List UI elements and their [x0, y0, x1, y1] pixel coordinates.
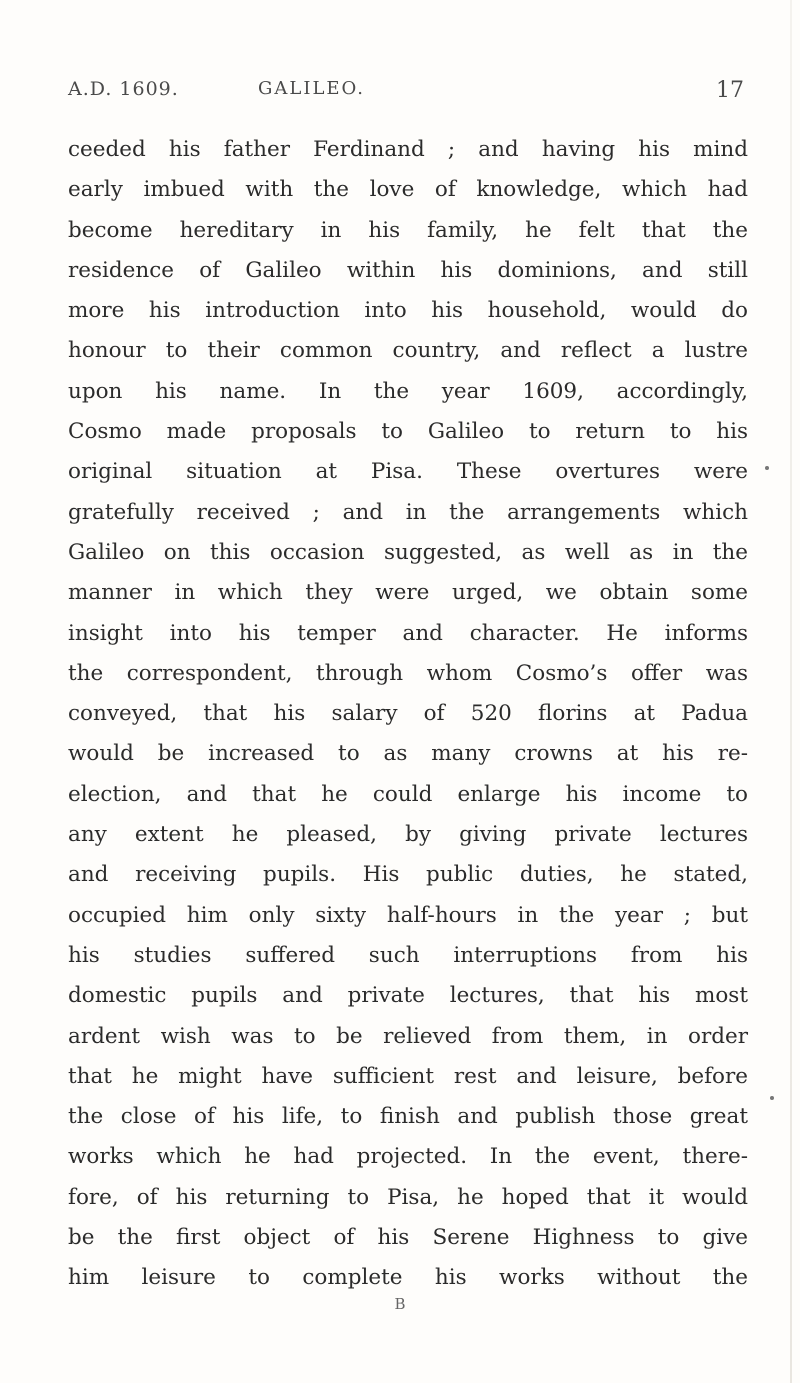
text-line: Galileo on this occasion suggested, as well as in the — [68, 539, 748, 565]
text-line: the correspondent, through whom Cosmo’s offer was — [68, 660, 748, 686]
margin-speck — [770, 1096, 774, 1100]
text-line: his studies suffered such interruptions from his — [68, 942, 748, 968]
text-line: ardent wish was to be relieved from them, in order — [68, 1023, 748, 1049]
text-line: any extent he pleased, by giving private lectures — [68, 822, 748, 848]
text-line: more his introduction into his household, would do — [68, 298, 748, 324]
text-line: gratefully received ; and in the arrangements which — [68, 499, 748, 525]
running-head — [68, 78, 744, 108]
running-head-title: GALILEO. — [258, 78, 365, 99]
text-line: early imbued with the love of knowledge, which had — [68, 177, 748, 203]
text-line: fore, of his returning to Pisa, he hoped that it would — [68, 1184, 748, 1210]
text-line: original situation at Pisa. These overtures were — [68, 459, 748, 485]
text-line: Cosmo made proposals to Galileo to return to his — [68, 419, 748, 445]
text-line: election, and that he could enlarge his income to — [68, 781, 748, 807]
margin-speck — [765, 466, 769, 470]
text-line: works which he had projected. In the event, there- — [68, 1144, 748, 1170]
text-line: conveyed, that his salary of 520 florins at Padua — [68, 701, 748, 727]
page-edge — [790, 0, 792, 1383]
text-line: ceeded his father Ferdinand ; and having his mind — [68, 137, 748, 162]
text-line: upon his name. In the year 1609, accordingly, — [68, 378, 748, 404]
text-line: would be increased to as many crowns at his re- — [68, 741, 748, 767]
text-line: that he might have sufficient rest and leisure, before — [68, 1063, 748, 1089]
text-line: the close of his life, to finish and publish those great — [68, 1104, 748, 1130]
text-line: domestic pupils and private lectures, that his most — [68, 983, 748, 1009]
text-line: residence of Galileo within his dominions, and still — [68, 257, 748, 283]
text-line: and receiving pupils. His public duties, he stated, — [68, 862, 748, 888]
body-text — [68, 130, 748, 1299]
text-line: manner in which they were urged, we obtain some — [68, 580, 748, 606]
signature-mark: B — [394, 1295, 406, 1313]
text-line: occupied him only sixty half-hours in the year ; but — [68, 902, 748, 928]
text-line: insight into his temper and character. He informs — [68, 620, 748, 646]
text-line: be the first object of his Serene Highness to give — [68, 1225, 748, 1251]
text-line: honour to their common country, and reflect a lustre — [68, 338, 748, 364]
text-line: become hereditary in his family, he felt that the — [68, 217, 748, 243]
running-head-date: A.D. 1609. — [68, 78, 179, 100]
page-number: 17 — [716, 78, 744, 103]
text-line: him leisure to complete his works without the — [68, 1265, 748, 1291]
